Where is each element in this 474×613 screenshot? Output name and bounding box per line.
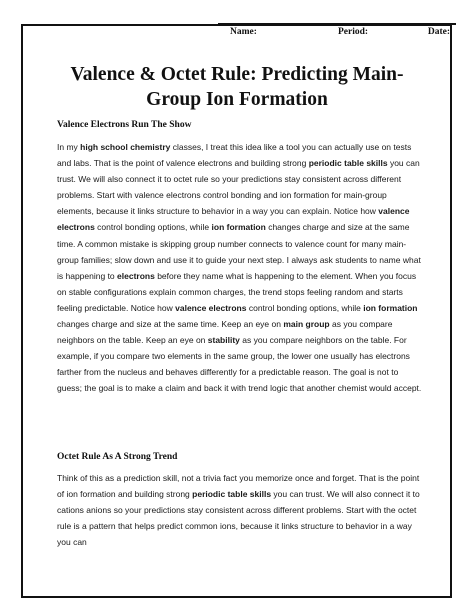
bold-term: stability xyxy=(207,335,240,346)
name-label: Name: xyxy=(230,27,257,37)
bold-term: valence electrons xyxy=(57,206,410,233)
bold-term: main group xyxy=(283,319,330,330)
text-run: as you compare neighbors on the table. For example, if you compare two elements in the same group, the lower one usually has electrons farther from the nucleus and behaves differently for a predictable reason. The goal is not to guess; the goal is to make a claim and back it with trend logic that another chemist would accept. xyxy=(57,335,422,394)
bold-term: valence electrons xyxy=(175,302,247,313)
text-run: you can trust. We will also connect it to octet rule so your predictions stay consistent across different problems. Start with valence electrons control bonding and ion formation for main-group elements, because it links structure to behavior in a way you can explain. Notice how xyxy=(57,158,420,217)
worksheet-title xyxy=(26,62,448,112)
text-run: before they name what is happening to the element. When you focus on stable configurations explain common charges, the trend stops feeling random and starts feeling predictable. Notice how xyxy=(57,270,417,313)
text-run: control bonding options, while xyxy=(94,222,212,233)
text-run: In my xyxy=(57,142,81,152)
text-run: Think of this as a prediction skill, not a trivia fact you memorize once and forget. That is the point of ion formation and building strong xyxy=(57,473,420,500)
bold-term: electrons xyxy=(117,270,155,281)
text-run: control bonding options, while xyxy=(246,302,364,313)
section-paragraph-octet xyxy=(57,470,423,550)
bold-term: ion formation xyxy=(363,302,418,313)
period-label: Period: xyxy=(338,27,369,37)
text-run: you can trust. We will also connect it to cations anions so your predictions stay consistent across different problems. Start with the octet rule is a pattern that helps predict common ions, because it links structure to behavior in a way you can xyxy=(57,489,420,548)
text-run: changes charge and size at the same time. Keep an eye on xyxy=(57,319,284,330)
text-run: classes, I treat this idea like a tool you can actually use on tests and labs. That is the point of valence electrons and building strong xyxy=(57,142,412,169)
date-label: Date: xyxy=(427,27,450,37)
section-heading-valence: Valence Electrons Run The Show xyxy=(57,120,192,130)
section-heading-octet: Octet Rule As A Strong Trend xyxy=(57,452,178,462)
section-paragraph-valence xyxy=(57,139,423,397)
title-line-2: Group Ion Formation xyxy=(146,89,328,110)
title-line-1: Valence & Octet Rule: Predicting Main- xyxy=(70,64,404,85)
bold-term: ion formation xyxy=(211,222,266,233)
bold-term: high school chemistry xyxy=(80,142,171,152)
student-info-header xyxy=(218,23,456,37)
text-run: as you compare neighbors on the table. Keep an eye on xyxy=(57,319,393,346)
bold-term: periodic table skills xyxy=(308,158,388,169)
bold-term: periodic table skills xyxy=(192,489,272,500)
text-run: changes charge and size at the same time. A common mistake is skipping group number connects to valence count for many main-group families; slow down and use it to guide your next step. I always ask students to name what is happening to xyxy=(57,222,421,281)
